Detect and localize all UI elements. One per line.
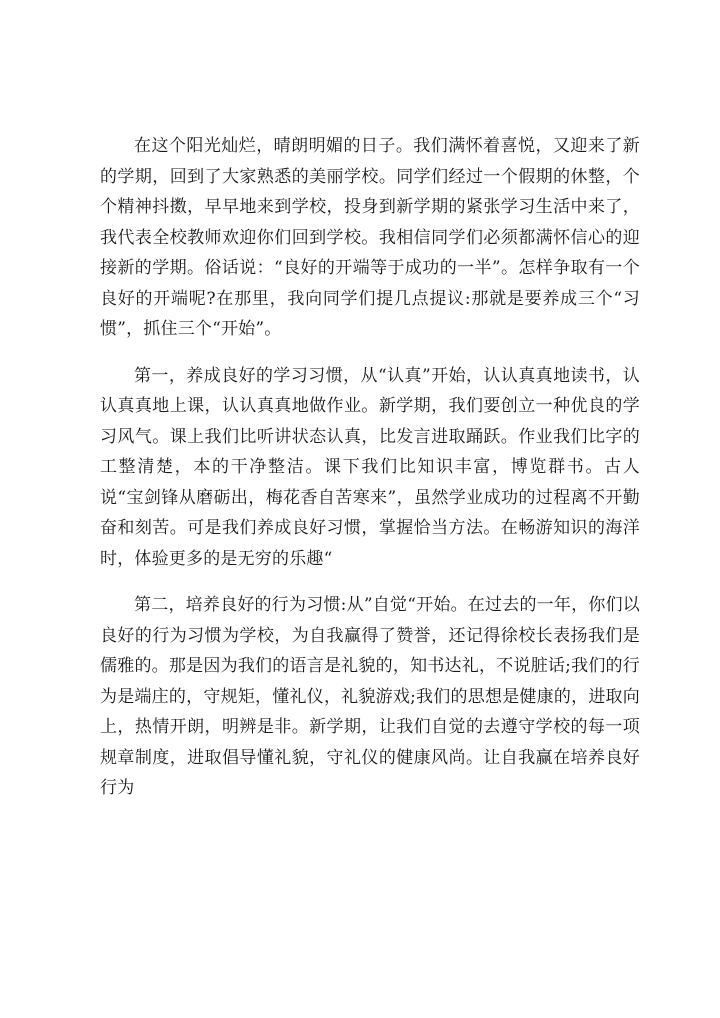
paragraph-study-habits: 第一，养成良好的学习习惯，从“认真”开始，认认真真地读书，认认真真地上课，认认真真地做作业。新学期，我们要创立一种优良的学习风气。课上我们比听讲状态认真，比发言进取踊跃。作业我们比字的工整清楚，本的干净整洁。课下我们比知识丰富，博览群书。古人说“宝剑锋从磨砺出，梅花香自苦寒来”，虽然学业成功的过程离不开勤奋和刻苦。可是我们养成良好习惯，掌握恰当方法。在畅游知识的海洋时，体验更多的是无穷的乐趣“ [100,365,640,569]
paragraph-behavior-habits: 第二，培养良好的行为习惯:从”自觉“开始。在过去的一年，你们以良好的行为习惯为学校，为自我赢得了赞誉，还记得徐校长表扬我们是儒雅的。那是因为我们的语言是礼貌的，知书达礼，不说脏话;我们的行为是端庄的，守规矩，懂礼仪，礼貌游戏;我们的思想是健康的，进取向上，热情开朗，明辨是非。新学期，让我们自觉的去遵守学校的每一项规章制度，进取倡导懂礼貌，守礼仪的健康风尚。让自我赢在培养良好行为 [100,595,640,798]
paragraph-intro: 在这个阳光灿烂，晴朗明媚的日子。我们满怀着喜悦，又迎来了新的学期，回到了大家熟悉的美丽学校。同学们经过一个假期的休整，个个精神抖擞，早早地来到学校，投身到新学期的紧张学习生活中来了，我代表全校教师欢迎你们回到学校。我相信同学们必须都满怀信心的迎接新的学期。俗话说：“良好的开端等于成功的一半”。怎样争取有一个良好的开端呢?在那里，我向同学们提几点提议:那就是要养成三个“习惯”，抓住三个“开始”。 [100,136,640,339]
document-body [100,131,640,820]
